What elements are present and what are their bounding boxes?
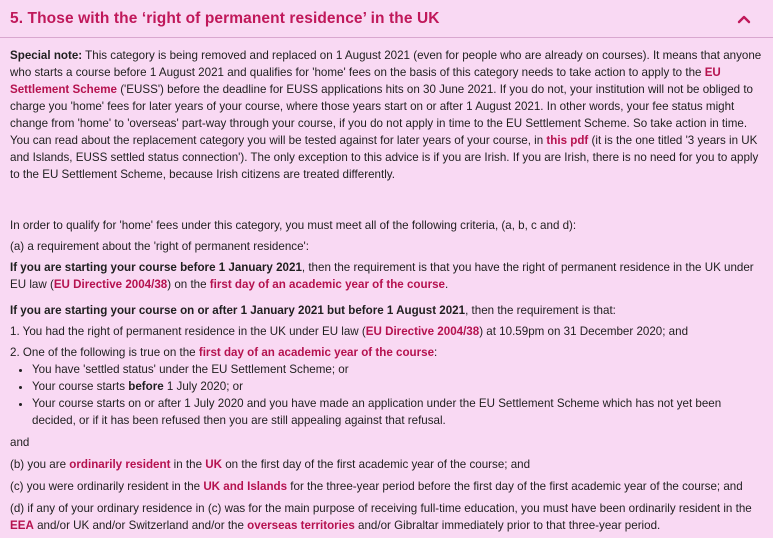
- intro-text: In order to qualify for 'home' fees under this category, you must meet all of the following criteria, (a, b, c and d):: [10, 219, 577, 232]
- accordion-header[interactable]: [0, 0, 773, 38]
- and-text: and: [10, 436, 30, 449]
- eu-settlement-scheme-link[interactable]: EU Settlement Scheme: [10, 66, 721, 96]
- uk-and-islands-link[interactable]: UK and Islands: [203, 480, 288, 493]
- list-item: • Your course starts on or after 1 July 2020 and you have made an application under the EU Settlement Scheme which has not yet been decided, or if it has been refused then you are still appealing against that refusal.: [32, 395, 763, 429]
- criterion-a: (a) a requirement about the 'right of permanent residence':: [10, 240, 309, 253]
- first-day-academic-year-link[interactable]: first day of an academic year of the course: [209, 278, 445, 291]
- special-note: Special note: This category is being removed and replaced on 1 August 2021 (even for people who are already on courses). It means that anyone who starts a course before 1 August 2021 and qualifies for 'home' fees on the basis of this category needs to take action to apply to the EU Settlement Scheme ('EUSS') before the deadline for EUSS applications hits on 30 June 2021. If you do not, your institution will not be obliged to charge you 'home' fees for later years of your course, where those years start on or after 1 August 2021. In other words, your fee status might change from 'home' to 'overseas' part-way through your course, if you do not apply in time to the EU Settlement Scheme. So take action in time. You can read about the replacement category you will be tested against for later years of your course, in this pdf (it is the one titled '3 years in UK and Islands, EUSS settled status connection'). The only exception to this advice is if you are Irish. If you are Irish, there is no need for you to apply to the EU Settlement Scheme, because Irish citizens are treated differently.: [10, 49, 762, 181]
- conditions-list: [10, 361, 763, 429]
- paragraph-before-2021: If you are starting your course before 1 January 2021, then the requirement is that you have the right of permanent residence in the UK under EU law (EU Directive 2004/38) on the first day of an academic year of the course.: [10, 261, 754, 291]
- eu-directive-link[interactable]: EU Directive 2004/38: [53, 278, 168, 291]
- ordinarily-resident-link[interactable]: ordinarily resident: [69, 458, 171, 471]
- requirement-item-1: 1. You had the right of permanent residence in the UK under EU law (EU Directive 2004/38) at 10.59pm on 31 December 2020; and: [10, 325, 689, 338]
- this-pdf-link[interactable]: this pdf: [546, 134, 589, 147]
- list-item: • You have 'settled status' under the EU Settlement Scheme; or: [32, 361, 763, 378]
- criterion-d: (d) if any of your ordinary residence in (c) was for the main purpose of receiving full-time education, you must have been ordinarily resident in the EEA and/or UK and/or Switzerland and/or the overseas territories and/or Gibraltar immediately prior to that three-year period.: [10, 502, 752, 532]
- first-day-academic-year-link-2[interactable]: first day of an academic year of the course: [198, 346, 435, 359]
- special-note-label: Special note:: [10, 49, 83, 62]
- eea-link[interactable]: EEA: [10, 519, 34, 532]
- accordion-content: [0, 38, 773, 534]
- uk-link[interactable]: UK: [205, 458, 223, 471]
- list-item: • Your course starts before 1 July 2020; or: [32, 378, 763, 395]
- eu-directive-link-2[interactable]: EU Directive 2004/38: [365, 325, 480, 338]
- paragraph-after-2021: If you are starting your course on or after 1 January 2021 but before 1 August 2021, then the requirement is that:: [10, 304, 616, 317]
- chevron-up-icon[interactable]: [737, 14, 751, 24]
- criterion-b: (b) you are ordinarily resident in the UK on the first day of the first academic year of the course; and: [10, 458, 531, 471]
- criterion-c: (c) you were ordinarily resident in the UK and Islands for the three-year period before the first day of the first academic year of the course; and: [10, 480, 743, 493]
- accordion-title: 5. Those with the ‘right of permanent residence’ in the UK: [10, 9, 440, 27]
- overseas-territories-link[interactable]: overseas territories: [247, 519, 355, 532]
- requirement-item-2: 2. One of the following is true on the first day of an academic year of the course:: [10, 346, 438, 359]
